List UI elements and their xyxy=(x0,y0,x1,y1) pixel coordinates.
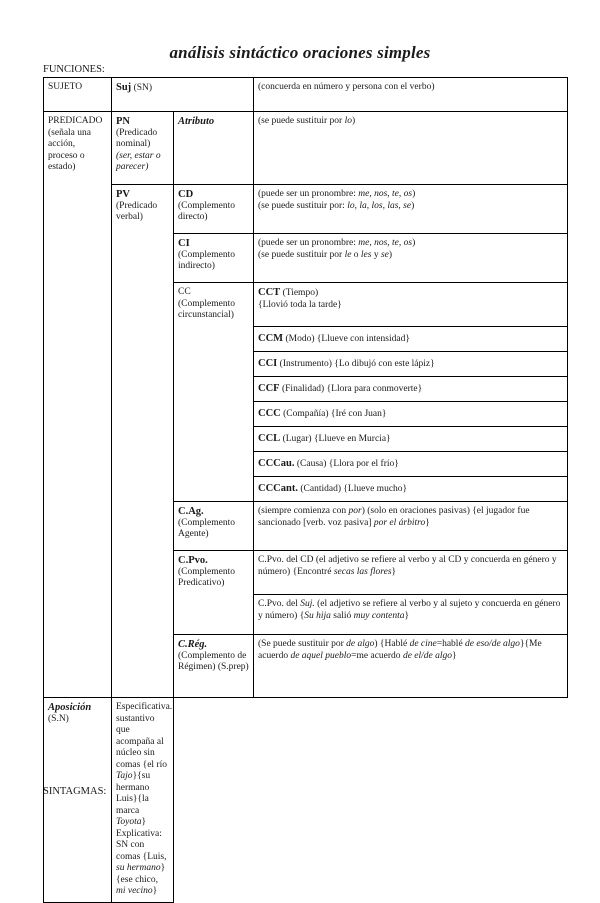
pv-cell: PV (Predicado verbal) xyxy=(112,185,174,698)
cpvo-suj-desc: C.Pvo. del Suj. (el adjetivo se refiere al verbo y al sujeto y concuerda en género y número) {Su hija salió muy contenta} xyxy=(254,595,568,635)
creg-desc: (Se puede sustituir por de algo) {Hablé de cine=hablé de eso/de algo}{Me acuerdo de aquel pueblo=me acuerdo de el/de algo} xyxy=(254,635,568,698)
cag-cell: C.Ag. (Complemento Agente) xyxy=(174,502,254,551)
ci-cell: CI (Complemento indirecto) xyxy=(174,234,254,283)
creg-cell: C.Rég. (Complemento de Régimen) (S.prep) xyxy=(174,635,254,698)
apos-row xyxy=(44,698,568,903)
atributo-cell: Atributo xyxy=(174,112,254,185)
sintagmas-label: SINTAGMAS: xyxy=(43,786,107,797)
cag-desc: (siempre comienza con por) (solo en oraciones pasivas) {el jugador fue sancionado [verb. voz pasiva] por el árbitro} xyxy=(254,502,568,551)
cd-row xyxy=(44,185,568,234)
ccf-desc: CCF (Finalidad) {Llora para conmoverte} xyxy=(254,377,568,402)
page-title: análisis sintáctico oraciones simples xyxy=(169,43,431,62)
cd-cell: CD (Complemento directo) xyxy=(174,185,254,234)
functions-table xyxy=(43,77,568,903)
sujeto-desc: (concuerda en número y persona con el verbo) xyxy=(254,78,568,112)
ccc-desc: CCC (Compañía) {Iré con Juan} xyxy=(254,402,568,427)
ci-desc: (puede ser un pronombre: me, nos, te, os) (se puede sustituir por le o les y se) xyxy=(254,234,568,283)
cci-desc: CCI (Instrumento) {Lo dibujó con este lápiz} xyxy=(254,352,568,377)
funciones-label: FUNCIONES: xyxy=(43,64,105,75)
sujeto-row xyxy=(44,78,568,112)
sujeto-label: SUJETO xyxy=(44,78,112,112)
sujeto-code-cell: Suj (SN) xyxy=(112,78,254,112)
cpvo-cd-desc: C.Pvo. del CD (el adjetivo se refiere al verbo y al CD y concuerda en género y número) {Encontré secas las flores} xyxy=(254,551,568,595)
cct-desc: CCT (Tiempo) {Llovió toda la tarde} xyxy=(254,283,568,327)
cc-cell: CC (Complemento circunstancial) xyxy=(174,283,254,502)
ccl-desc: CCL (Lugar) {Llueve en Murcia} xyxy=(254,427,568,452)
apos-cell: Aposición (S.N) xyxy=(44,698,112,903)
pn-row xyxy=(44,112,568,185)
cd-desc: (puede ser un pronombre: me, nos, te, os) (se puede sustituir por: lo, la, los, las, se) xyxy=(254,185,568,234)
pn-cell: PN (Predicado nominal) (ser, estar o parecer) xyxy=(112,112,174,185)
ccm-desc: CCM (Modo) {Llueve con intensidad} xyxy=(254,327,568,352)
sujeto-code: Suj xyxy=(116,82,132,93)
cpvo-cell: C.Pvo. (Complemento Predicativo) xyxy=(174,551,254,635)
cccant-desc: CCCant. (Cantidad) {Llueve mucho} xyxy=(254,477,568,502)
atributo-desc: (se puede sustituir por lo) xyxy=(254,112,568,185)
predicado-label: PREDICADO (señala una acción, proceso o estado) xyxy=(44,112,112,698)
apos-desc: Especificativa.: sustantivo que acompaña al núcleo sin comas {el río Tajo}{su hermano Luis}{la marca Toyota} Explicativa: SN con comas {Luis, su hermano}{ese chico, mi vecino} xyxy=(112,698,174,903)
cccau-desc: CCCau. (Causa) {Llora por el frío} xyxy=(254,452,568,477)
